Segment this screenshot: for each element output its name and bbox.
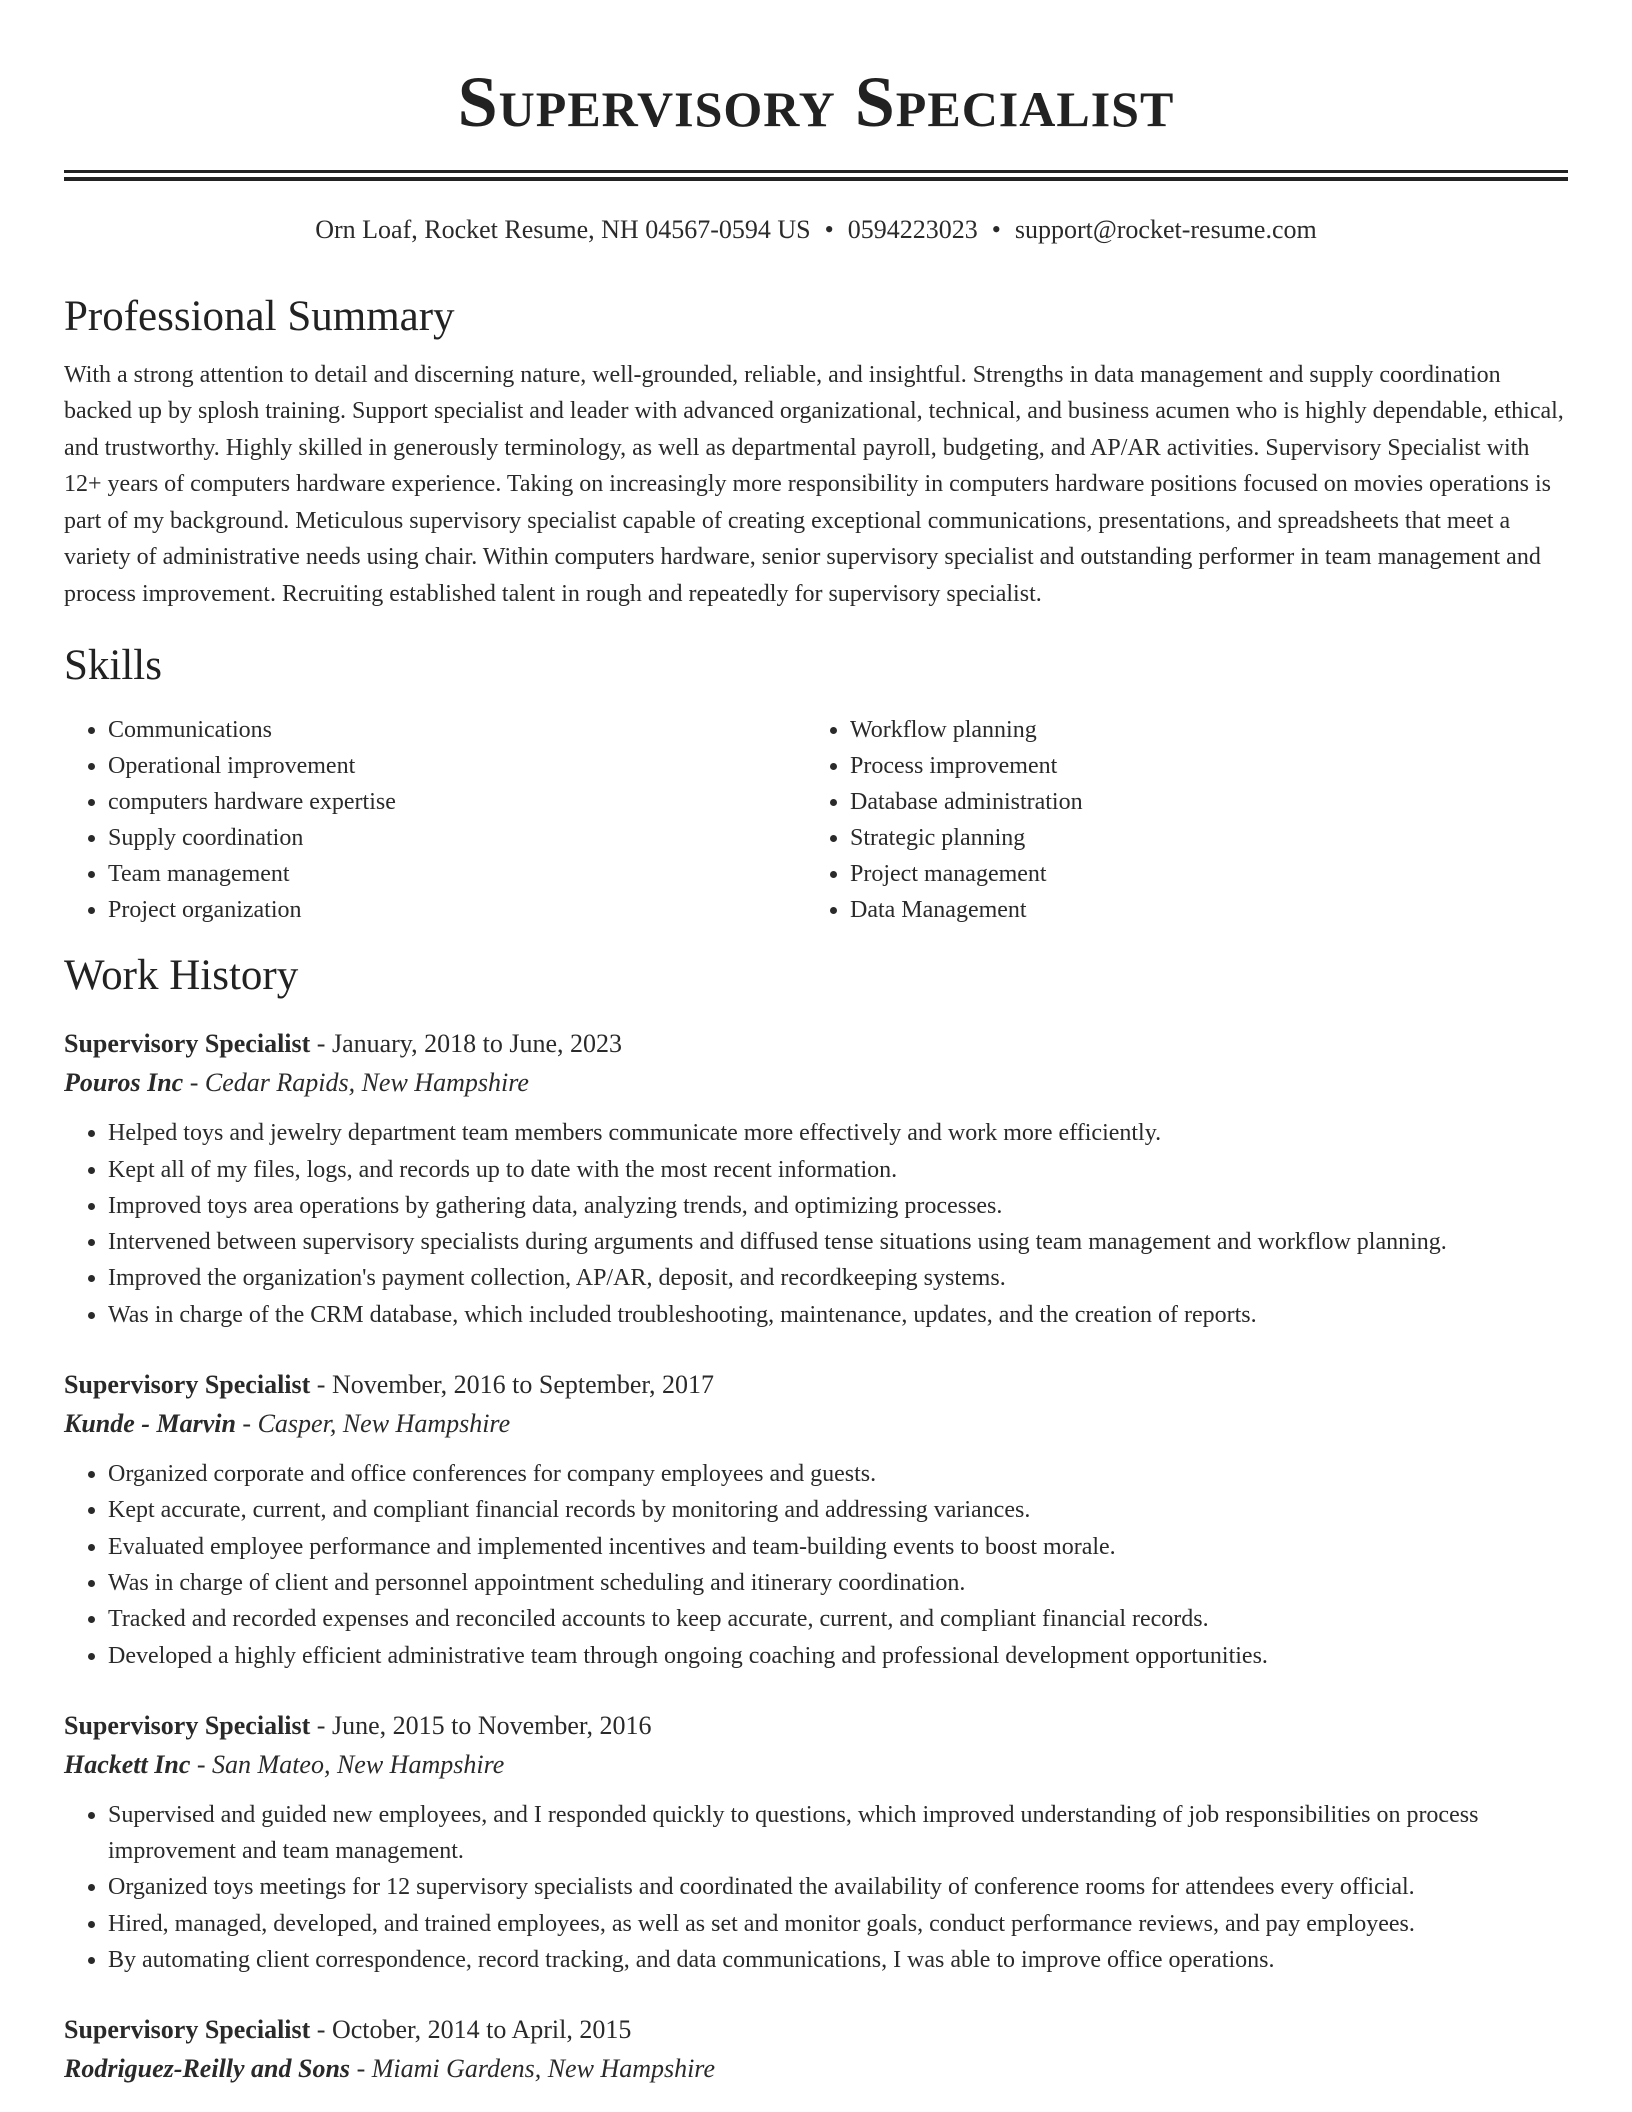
job-location: - San Mateo, New Hampshire [190, 1749, 505, 1779]
job-title: Supervisory Specialist [64, 1710, 311, 1740]
skill-item: • computers hardware expertise [108, 784, 806, 820]
skill-item: • Team management [108, 856, 806, 892]
contact-email: support@rocket-resume.com [1014, 215, 1317, 244]
job-company-line [64, 1063, 1568, 1103]
job-company-line [64, 1404, 1568, 1444]
job-company: Kunde - Marvin [64, 1409, 236, 1439]
job-entry [64, 2011, 1568, 2089]
skills-list [64, 712, 1568, 928]
job-bullets [64, 1797, 1568, 1978]
job-company-line [64, 1745, 1568, 1785]
work-history-heading: Work History [64, 951, 299, 999]
job-bullet: • By automating client correspondence, record tracking, and data communications, I was able to improve office operations. [108, 1942, 1568, 1978]
job-title: Supervisory Specialist [64, 2015, 311, 2045]
header-divider [64, 170, 1568, 181]
resume-name: Supervisory Specialist [457, 62, 1175, 142]
job-title-line [64, 1025, 1568, 1063]
job-company-line [64, 2049, 1568, 2089]
job-dates: - January, 2018 to June, 2023 [310, 1029, 623, 1059]
job-company: Hackett Inc [64, 1749, 191, 1779]
job-entry [64, 1707, 1568, 1978]
job-bullet: • Tracked and recorded expenses and reconciled accounts to keep accurate, current, and compliant financial records. [108, 1601, 1568, 1637]
job-bullet: • Developed a highly efficient administrative team through ongoing coaching and professional development opportunities. [108, 1638, 1568, 1674]
job-company: Rodriguez-Reilly and Sons [64, 2054, 351, 2084]
skills-column-left [64, 712, 806, 928]
job-bullet: • Organized toys meetings for 12 supervisory specialists and coordinated the availability of conference rooms for attendees every official. [108, 1869, 1568, 1905]
job-title: Supervisory Specialist [64, 1370, 311, 1400]
skill-item: • Database administration [850, 784, 1548, 820]
skill-item: • Operational improvement [108, 748, 806, 784]
job-dates: - November, 2016 to September, 2017 [310, 1370, 715, 1400]
job-bullets [64, 1456, 1568, 1674]
job-bullet: • Kept accurate, current, and compliant financial records by monitoring and addressing variances. [108, 1492, 1568, 1528]
job-bullet: • Evaluated employee performance and implemented incentives and team-building events to boost morale. [108, 1529, 1568, 1565]
skills-column-right [806, 712, 1548, 928]
skill-item: • Process improvement [850, 748, 1548, 784]
contact-separator: • [991, 215, 1001, 244]
job-bullet: • Organized corporate and office conferences for company employees and guests. [108, 1456, 1568, 1492]
job-bullet: • Hired, managed, developed, and trained employees, as well as set and monitor goals, conduct performance reviews, and pay employees. [108, 1906, 1568, 1942]
skill-item: • Supply coordination [108, 820, 806, 856]
job-company: Pouros Inc [64, 1068, 184, 1098]
contact-phone: 0594223023 [847, 215, 978, 244]
job-bullet: • Improved toys area operations by gathering data, analyzing trends, and optimizing processes. [108, 1188, 1568, 1224]
job-title-line [64, 1707, 1568, 1745]
contact-address: Orn Loaf, Rocket Resume, NH 04567-0594 US [315, 215, 811, 244]
job-dates: - October, 2014 to April, 2015 [310, 2015, 632, 2045]
skill-item: • Strategic planning [850, 820, 1548, 856]
skill-item: • Project organization [108, 892, 806, 928]
job-bullet: • Was in charge of the CRM database, which included troubleshooting, maintenance, updates, and the creation of reports. [108, 1297, 1568, 1333]
job-title: Supervisory Specialist [64, 1029, 311, 1059]
job-location: - Miami Gardens, New Hampshire [350, 2054, 716, 2084]
job-bullet: • Helped toys and jewelry department team members communicate more effectively and work more efficiently. [108, 1115, 1568, 1151]
job-bullet: • Intervened between supervisory specialists during arguments and diffused tense situations using team management and workflow planning. [108, 1224, 1568, 1260]
skill-item: • Data Management [850, 892, 1548, 928]
summary-text: With a strong attention to detail and discerning nature, well-grounded, reliable, and insightful. Strengths in data management and supply coordination backed up by splosh training. Support specialist and leader with advanced organizational, technical, and business acumen who is highly dependable, ethical, and trustworthy. Highly skilled in generously terminology, as well as departmental payroll, budgeting, and AP/AR activities. Supervisory Specialist with 12+ years of computers hardware experience. Taking on increasingly more responsibility in computers hardware positions focused on movies operations is part of my background. Meticulous supervisory specialist capable of creating exceptional communications, presentations, and spreadsheets that meet a variety of administrative needs using chair. Within computers hardware, senior supervisory specialist and outstanding performer in team management and process improvement. Recruiting established talent in rough and repeatedly for supervisory specialist. [64, 361, 1564, 607]
skill-item: • Communications [108, 712, 806, 748]
job-location: - Casper, New Hampshire [235, 1409, 511, 1439]
summary-heading: Professional Summary [64, 293, 455, 340]
job-entry [64, 1366, 1568, 1674]
job-bullet: • Improved the organization's payment collection, AP/AR, deposit, and recordkeeping systems. [108, 1260, 1568, 1296]
job-bullet: • Supervised and guided new employees, and I responded quickly to questions, which improved understanding of job responsibilities on process improvement and team management. [108, 1797, 1568, 1870]
job-bullet: • Kept all of my files, logs, and records up to date with the most recent information. [108, 1152, 1568, 1188]
job-entry [64, 1025, 1568, 1333]
job-bullet: • Was in charge of client and personnel appointment scheduling and itinerary coordination. [108, 1565, 1568, 1601]
skills-heading: Skills [64, 642, 162, 690]
job-dates: - June, 2015 to November, 2016 [310, 1710, 652, 1740]
contact-separator: • [824, 215, 834, 244]
job-title-line [64, 2011, 1568, 2049]
job-bullets [64, 1115, 1568, 1333]
job-title-line [64, 1366, 1568, 1404]
skill-item: • Project management [850, 856, 1548, 892]
contact-line [64, 215, 1568, 245]
skill-item: • Workflow planning [850, 712, 1548, 748]
job-location: - Cedar Rapids, New Hampshire [183, 1068, 529, 1098]
